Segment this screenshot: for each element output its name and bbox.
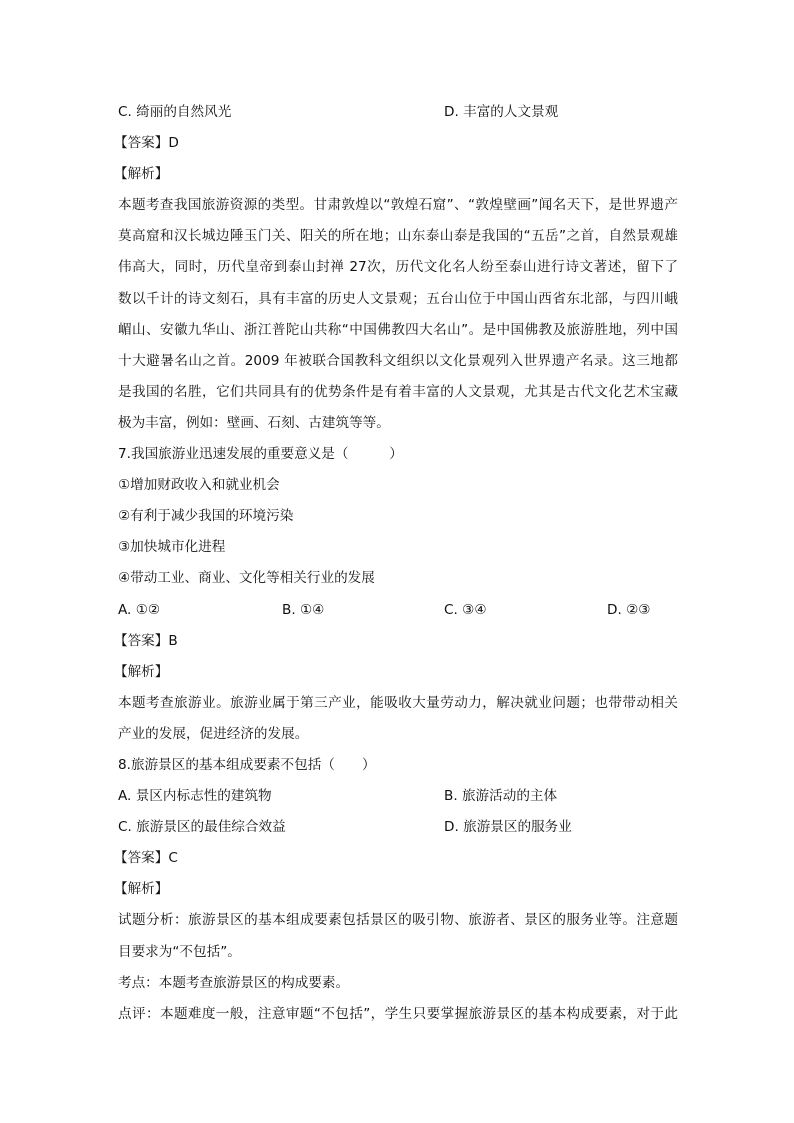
q7-options-row bbox=[118, 595, 678, 626]
q8-option-a: A. 景区内标志性的建筑物 bbox=[118, 788, 272, 805]
q6-analysis-label: 【解析】 bbox=[114, 166, 169, 183]
q8-option-d: D. 旅游景区的服务业 bbox=[444, 819, 572, 836]
document-page bbox=[114, 97, 678, 1030]
q6-analysis-line: 莫高窟和汉长城边陲玉门关、阳关的所在地；山东泰山泰是我国的“五岳”之首，自然景观雄 bbox=[118, 228, 678, 245]
q7-analysis-line: 产业的发展，促进经济的发展。 bbox=[118, 725, 309, 742]
q8-analysis-line: 目要求为“不包括”。 bbox=[118, 943, 241, 960]
q6-answer: 【答案】D bbox=[114, 135, 179, 152]
q6-analysis-line: 本题考查我国旅游资源的类型。甘肃敦煌以“敦煌石窟”、“敦煌壁画”闻名天下，是世界遗产 bbox=[118, 197, 678, 214]
q8-analysis-label: 【解析】 bbox=[114, 881, 169, 898]
q7-statement: ③加快城市化进程 bbox=[118, 539, 226, 556]
q7-analysis-label: 【解析】 bbox=[114, 663, 169, 680]
q6-analysis-line: 嵋山、安徽九华山、浙江普陀山共称“中国佛教四大名山”。是中国佛教及旅游胜地，列中国 bbox=[118, 321, 678, 338]
q7-option-a: A. ①② bbox=[118, 601, 161, 618]
q8-options-row bbox=[118, 812, 678, 843]
q6-options-row bbox=[118, 97, 678, 128]
q8-kaodian: 考点：本题考查旅游景区的构成要素。 bbox=[118, 974, 350, 991]
q6-analysis-line: 十大避暑名山之首。2009 年被联合国教科文组织以文化景观列入世界遗产名录。这三地都 bbox=[118, 352, 678, 369]
q8-option-b: B. 旅游活动的主体 bbox=[444, 788, 558, 805]
q7-statement: ④带动工业、商业、文化等相关行业的发展 bbox=[118, 570, 375, 587]
q7-statement: ②有利于减少我国的环境污染 bbox=[118, 508, 294, 525]
q6-analysis-line: 是我国的名胜，它们共同具有的优势条件是有着丰富的人文景观，尤其是古代文化艺术宝藏 bbox=[118, 383, 678, 400]
q7-answer: 【答案】B bbox=[114, 632, 178, 649]
q6-option-d: D. 丰富的人文景观 bbox=[444, 104, 559, 120]
q7-option-b: B. ①④ bbox=[282, 601, 325, 618]
q8-dianping: 点评：本题难度一般，注意审题“不包括”，学生只要掌握旅游景区的基本构成要素，对于此 bbox=[118, 1005, 678, 1022]
q8-options-row bbox=[118, 781, 678, 812]
q7-analysis-line: 本题考查旅游业。旅游业属于第三产业，能吸收大量劳动力，解决就业问题；也带带动相关 bbox=[118, 694, 678, 711]
q8-option-c: C. 旅游景区的最佳综合效益 bbox=[118, 819, 286, 836]
q6-analysis-line: 极为丰富，例如：壁画、石刻、古建筑等等。 bbox=[118, 414, 390, 431]
q6-option-c: C. 绮丽的自然风光 bbox=[118, 104, 232, 120]
q8-answer: 【答案】C bbox=[114, 850, 178, 867]
q8-stem: 8.旅游景区的基本组成要素不包括（ ） bbox=[118, 756, 376, 773]
q6-analysis-line: 数以千计的诗文刻石，具有丰富的历史人文景观；五台山位于中国山西省东北部，与四川峨 bbox=[118, 290, 678, 307]
q7-stem: 7.我国旅游业迅速发展的重要意义是（ ） bbox=[118, 446, 403, 463]
q7-option-c: C. ③④ bbox=[444, 601, 487, 618]
q7-option-d: D. ②③ bbox=[607, 601, 651, 618]
q7-statement: ①增加财政收入和就业机会 bbox=[118, 477, 280, 494]
q6-analysis-line: 伟高大，同时，历代皇帝到泰山封禅 27次，历代文化名人纷至泰山进行诗文著述，留下了 bbox=[118, 259, 678, 276]
q8-analysis-line: 试题分析：旅游景区的基本组成要素包括景区的吸引物、旅游者、景区的服务业等。注意题 bbox=[118, 912, 678, 929]
